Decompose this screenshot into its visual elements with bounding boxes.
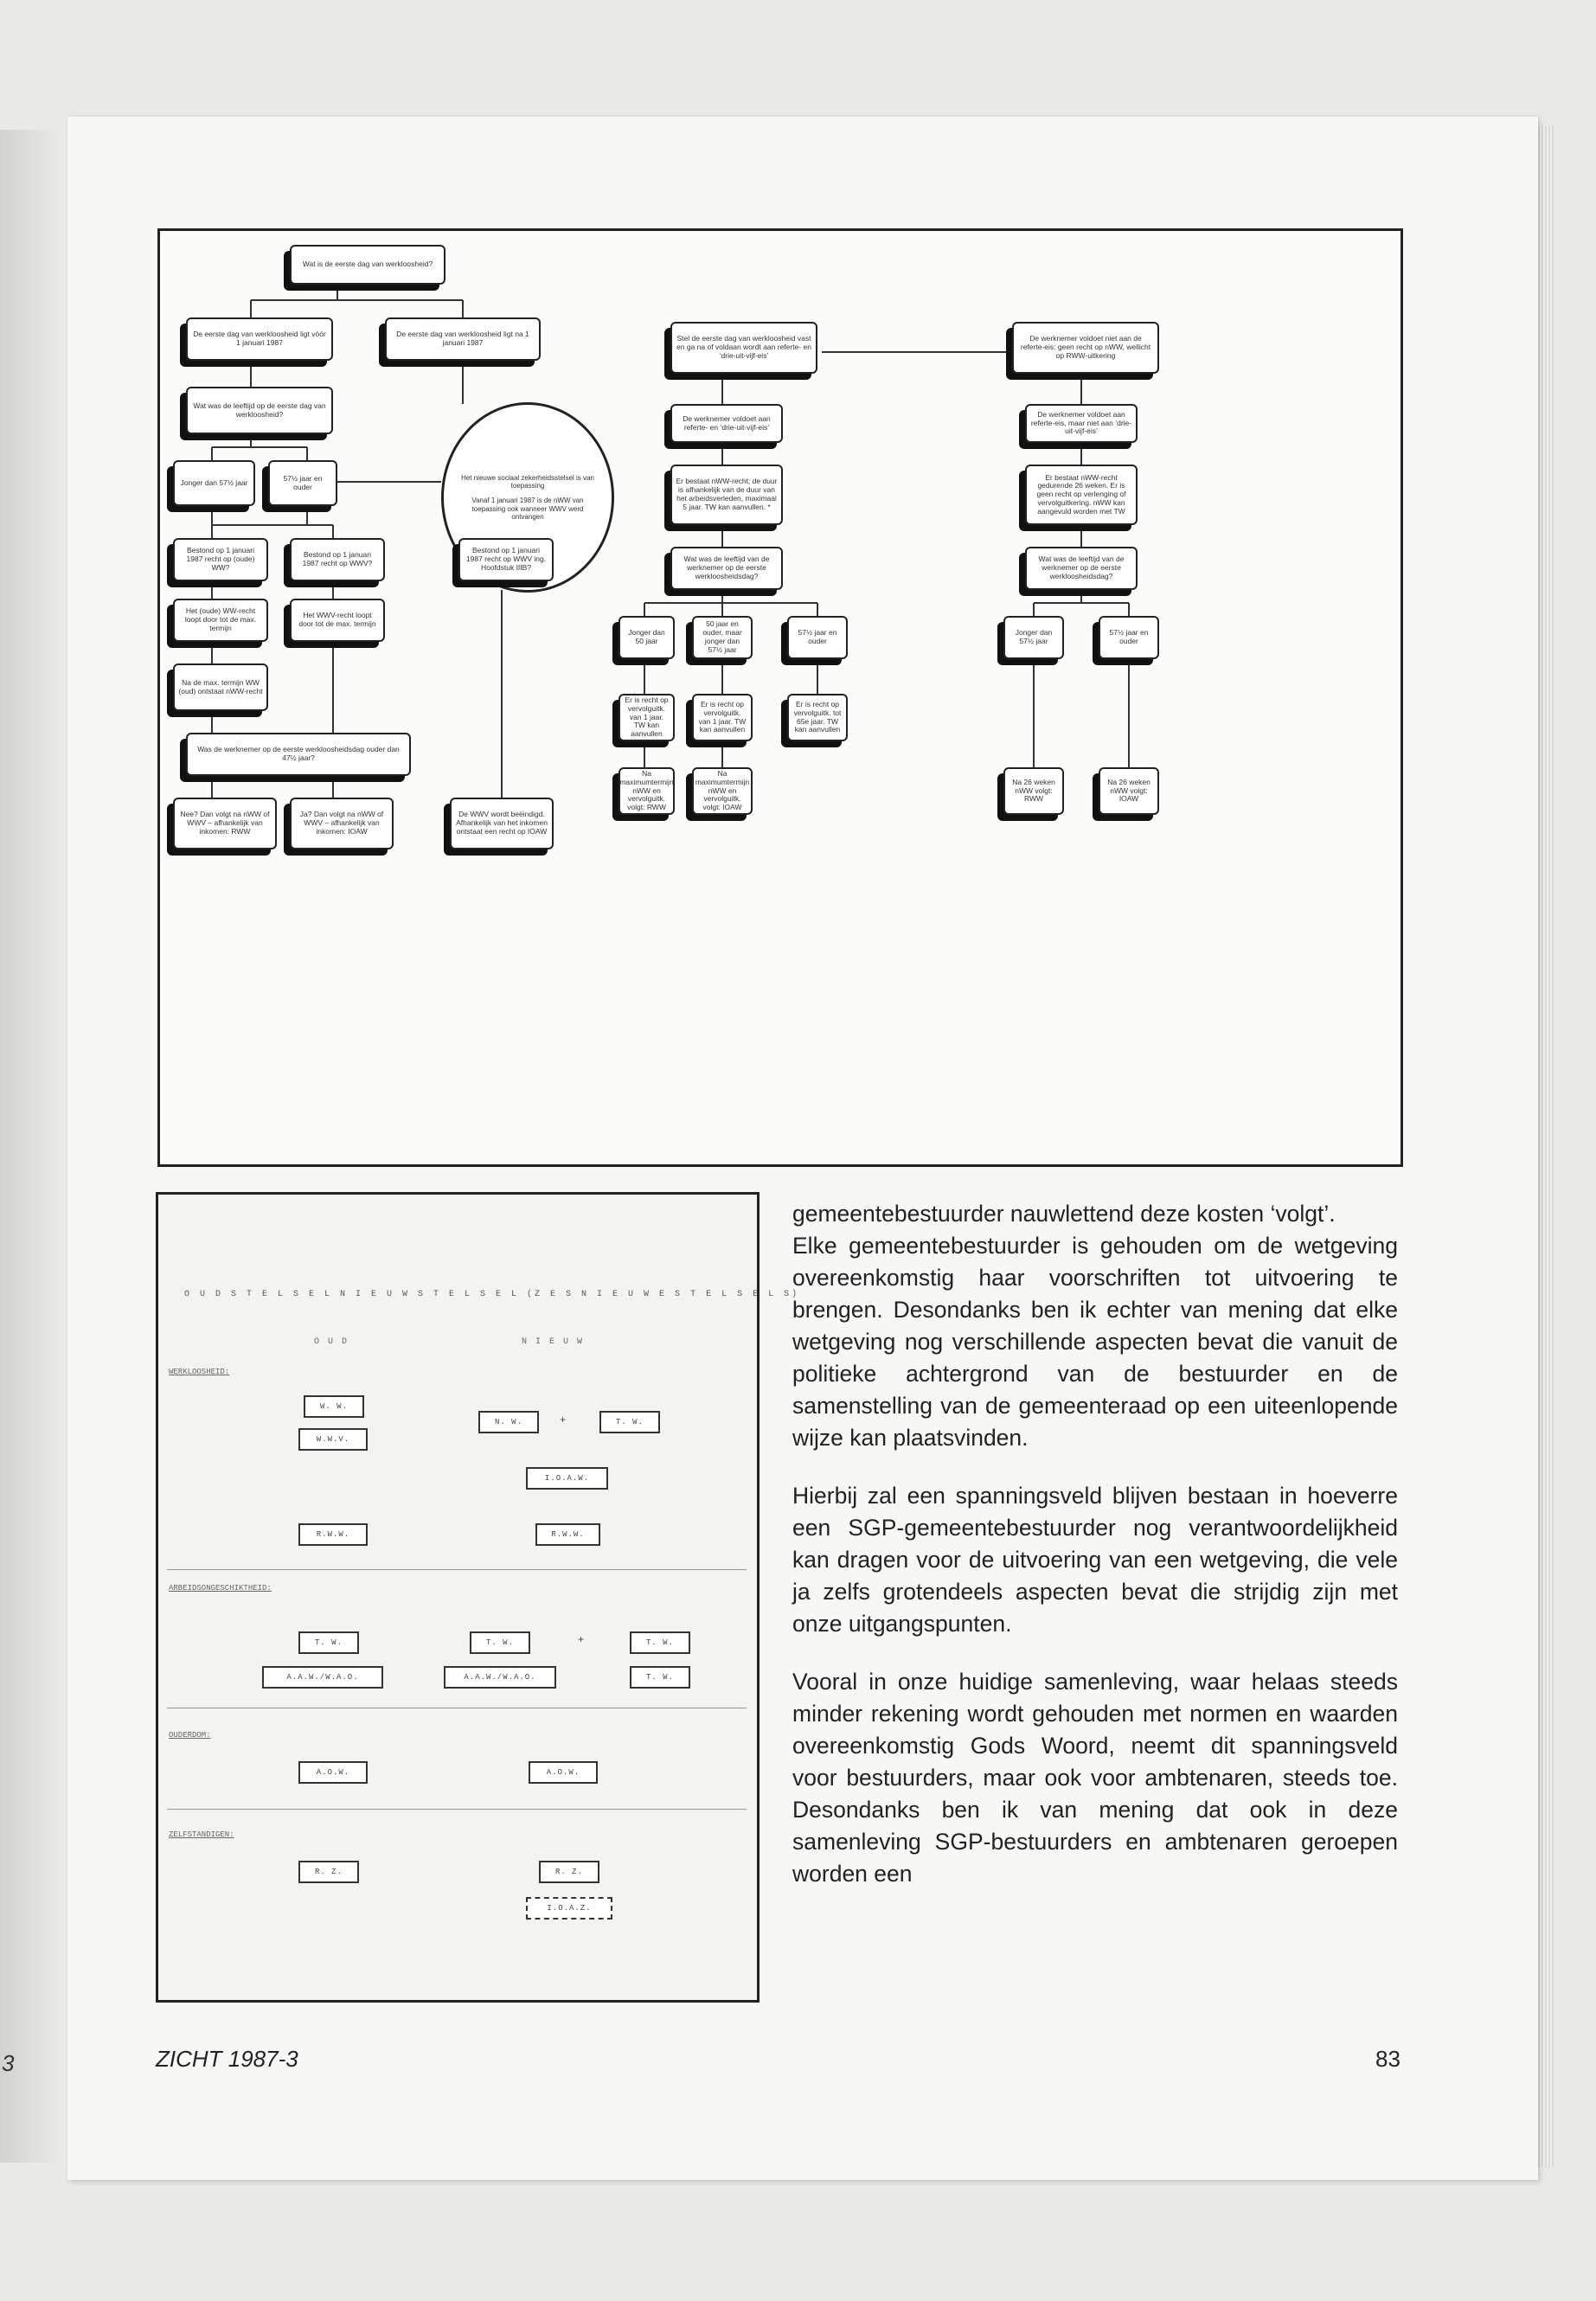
scheme-new-aaw: A.A.W./W.A.O. xyxy=(444,1666,556,1689)
scheme-new-tw3: T. W. xyxy=(630,1631,690,1654)
flow-under-50: Jonger dan 50 jaar xyxy=(619,616,675,659)
flow-nww-26weeks: Er bestaat nWW-recht gedurende 26 weken. Er is geen recht op verlenging of vervolguitkering. nWW kan aangevuld worden met TW xyxy=(1025,465,1138,525)
flow-older-47-question: Was de werknemer op de eerste werkloosheidsdag ouder dan 47½ jaar? xyxy=(186,733,411,776)
flow-over-57-left: 57½ jaar en ouder xyxy=(787,616,848,659)
paragraph-3: Hierbij zal een spanningsveld blijven bestaan in hoeverre een SGP-gemeentebestuurder nog verantwoordelijkheid kan dragen voor de uitvoering van een wetgeving, die vele ja zelfs grotendeels aspecten bevat die strijdig zijn met onze uitgangspunten. xyxy=(792,1483,1398,1637)
journal-footer: ZICHT 1987-3 xyxy=(156,2046,298,2072)
flow-q-wwv: Bestond op 1 januari 1987 recht op WWV? xyxy=(290,538,385,581)
circle-title: Het nieuwe sociaal zekerheidsstelsel is van toepassing xyxy=(461,474,594,490)
scheme-old-ao: T. W. xyxy=(298,1631,359,1654)
previous-page-number: 3 xyxy=(2,2050,15,2076)
scheme-sec-zelfstandigen: ZELFSTANDIGEN: xyxy=(169,1830,234,1839)
scheme-plus-1: + xyxy=(560,1414,567,1426)
flow-age-q-right: Wat was de leeftijd van de werknemer op de eerste werkloosheidsdag? xyxy=(1025,547,1138,590)
flow-wwv-ends: De WWV wordt beëindigd. Afhankelijk van het inkomen ontstaat een recht op IOAW xyxy=(450,798,554,849)
flow-after26-ioaw: Na 26 weken nWW volgt: IOAW xyxy=(1099,767,1159,815)
flow-meets-ref-only: De werknemer voldoet aan referte-eis, maar niet aan ‘drie-uit-vijf-eis’ xyxy=(1025,404,1138,443)
flow-after-rww: Na maximumtermijn nWW en vervolguitk. volgt: RWW xyxy=(619,767,675,815)
scheme-new-tw4: T. W. xyxy=(630,1666,690,1689)
flow-age-q-left: Wat was de leeftijd van de werknemer op de eerste werkloosheidsdag? xyxy=(670,547,783,590)
flowchart-figure xyxy=(157,228,1403,1167)
scheme-new-rww: R.W.W. xyxy=(535,1523,600,1546)
article-text xyxy=(792,1198,1398,1916)
scheme-title: O U D S T E L S E L N I E U W S T E L S E L (Z E S N I E U W E S T E L S E L S) xyxy=(184,1290,800,1299)
flow-after-1987: De eerste dag van werkloosheid ligt na 1 januari 1987 xyxy=(385,317,541,361)
scheme-col-new: N I E U W xyxy=(522,1337,585,1347)
flow-age-question: Wat was de leeftijd op de eerste dag van werkloosheid? xyxy=(186,387,333,434)
flow-right-not-meet: De werknemer voldoet niet aan de referte-eis: geen recht op nWW, wellicht op RWW-uitkering xyxy=(1012,322,1159,374)
book-binding xyxy=(0,130,67,2163)
scheme-plus-2: + xyxy=(578,1634,585,1646)
flow-nww-arises: Na de max. termijn WW (oud) ontstaat nWW-recht xyxy=(173,663,268,711)
flow-after26-rww: Na 26 weken nWW volgt: RWW xyxy=(1003,767,1064,815)
scheme-old-wwv: W.W.V. xyxy=(298,1428,368,1451)
flow-yes-ioaw: Ja? Dan volgt na nWW of WWV – afhankelijk van inkomen: IOAW xyxy=(290,798,394,849)
scheme-new-rz: R. Z. xyxy=(539,1861,599,1883)
flow-start-question: Wat is de eerste dag van werkloosheid? xyxy=(290,245,445,285)
flow-follow-65: Er is recht op vervolguitk. tot 65e jaar. TW kan aanvullen xyxy=(787,694,848,741)
flow-younger-57: Jonger dan 57½ jaar xyxy=(173,460,255,506)
circle-body: Vanaf 1 januari 1987 is de nWW van toepassing ook wanneer WWV werd ontvangen xyxy=(471,497,584,521)
scheme-new-tw: T. W. xyxy=(599,1411,660,1433)
scheme-new-tw2: T. W. xyxy=(470,1631,530,1654)
flow-no-rww: Nee? Dan volgt na nWW of WWV – afhankelijk van inkomen: RWW xyxy=(173,798,277,849)
flow-after-ioaw: Na maximumtermijn nWW en vervolguitk. volgt: IOAW xyxy=(692,767,753,815)
scheme-sec-werkloosheid: WERKLOOSHEID: xyxy=(169,1368,230,1376)
scheme-new-ww: N. W. xyxy=(478,1411,539,1433)
scheme-old-aaw: A.A.W./W.A.O. xyxy=(262,1666,383,1689)
flow-over-57-right: 57½ jaar en ouder xyxy=(1099,616,1159,659)
page-number: 83 xyxy=(1375,2046,1401,2072)
paragraph-2: Elke gemeentebestuurder is gehouden om de wetgeving overeenkomstig haar voorschriften tot uitvoering te brengen. Desondanks ben ik echter van mening dat elke wetgeving nog verschillende aspecten bevat die vanuit de politieke achtergrond van de bestuurder en de samenstelling van de gemeenteraad op een uiteenlopende wijze kan plaatsvinden. xyxy=(792,1233,1398,1451)
scheme-sec-ouderdom: OUDERDOM: xyxy=(169,1731,211,1740)
flow-q-old-ww: Bestond op 1 januari 1987 recht op (oude) WW? xyxy=(173,538,268,581)
scheme-old-rww: R.W.W. xyxy=(298,1523,368,1546)
scheme-sec-arbeidsongeschiktheid: ARBEIDSONGESCHIKTHEID: xyxy=(169,1584,272,1593)
flow-under-57-right: Jonger dan 57½ jaar xyxy=(1003,616,1064,659)
scheme-new-aow: A.O.W. xyxy=(529,1761,598,1784)
flow-wwv-continues: Het WWV-recht loopt door tot de max. termijn xyxy=(290,599,385,642)
flow-older-57: 57½ jaar en ouder xyxy=(268,460,337,506)
scheme-col-old: O U D xyxy=(314,1337,349,1347)
flow-50-to-57: 50 jaar en ouder, maar jonger dan 57½ jaar xyxy=(692,616,753,659)
flow-nww-duration: Er bestaat nWW-recht; de duur is afhankelijk van de duur van het arbeidsverleden, maximaal 5 jaar. TW kan aanvullen. * xyxy=(670,465,783,525)
scheme-new-ioaz: I.O.A.Z. xyxy=(526,1897,612,1920)
system-scheme-figure xyxy=(156,1192,800,2003)
flow-follow-1yr-b: Er is recht op vervolguitk. van 1 jaar. TW kan aanvullen xyxy=(692,694,753,741)
flow-right-start: Stel de eerste dag van werkloosheid vast en ga na of voldaan wordt aan referte- en ‘drie-uit-vijf-eis’ xyxy=(670,322,817,374)
paragraph-4: Vooral in onze huidige samenleving, waar helaas steeds minder rekening wordt gehouden met normen en waarden overeenkomstig Gods Woord, neemt dit spanningsveld voor bestuurders, maar ook voor ambtenaren, steeds toe. Desondanks ben ik van mening dat ook in deze samenleving SGP-bestuurders en ambtenaren geroepen worden een xyxy=(792,1669,1398,1887)
scheme-old-aow: A.O.W. xyxy=(298,1761,368,1784)
flow-meets-both: De werknemer voldoet aan referte- en ‘drie-uit-vijf-eis’ xyxy=(670,404,783,443)
paragraph-1: gemeentebestuurder nauwlettend deze kosten ‘volgt’. xyxy=(792,1201,1336,1227)
scheme-old-rz: R. Z. xyxy=(298,1861,359,1883)
flow-q-wwv-bijstand: Bestond op 1 januari 1987 recht op WWV ing. Hoofdstuk IIIB? xyxy=(458,538,554,581)
scheme-new-ioaw: I.O.A.W. xyxy=(526,1467,608,1490)
flow-follow-1yr-a: Er is recht op vervolguitk. van 1 jaar. TW kan aanvullen xyxy=(619,694,675,741)
flow-old-ww-continues: Het (oude) WW-recht loopt door tot de max. termijn xyxy=(173,599,268,642)
scheme-old-ww: W. W. xyxy=(304,1395,364,1418)
page-edge xyxy=(1538,125,1554,2167)
flow-before-1987: De eerste dag van werkloosheid ligt vóór 1 januari 1987 xyxy=(186,317,333,361)
